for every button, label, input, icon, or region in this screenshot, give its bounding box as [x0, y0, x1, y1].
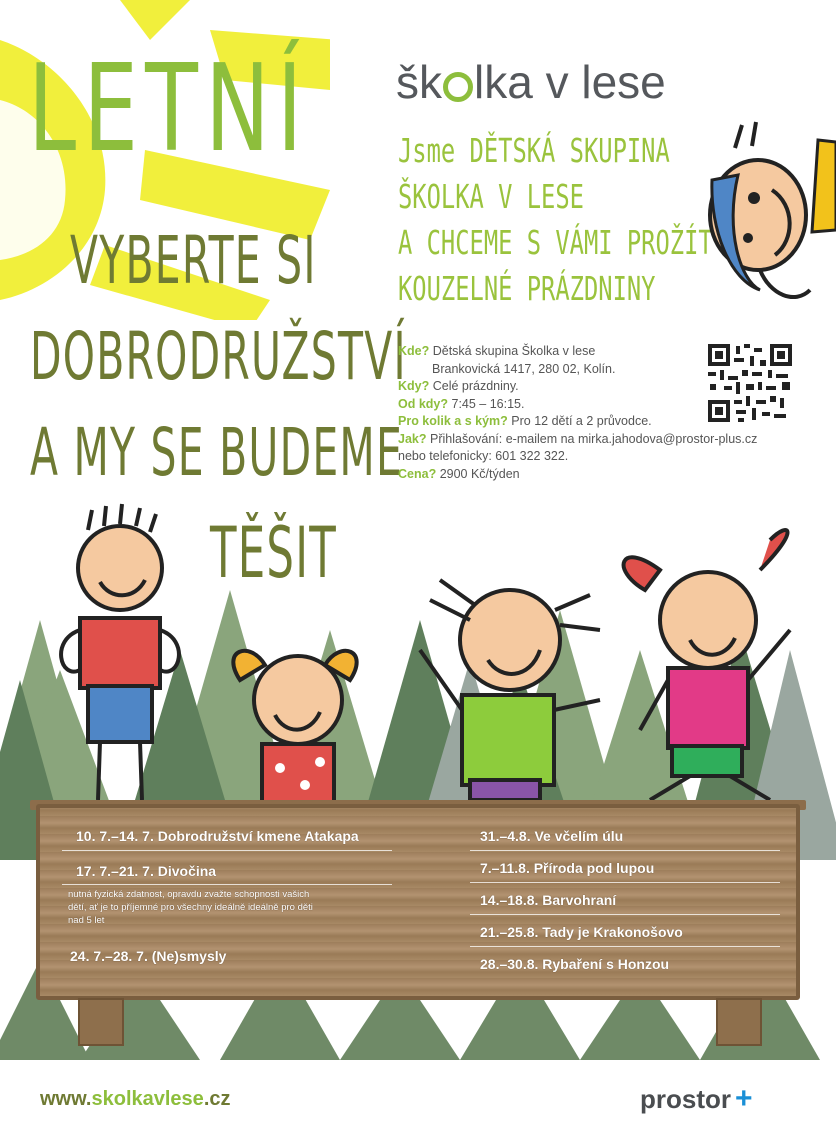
schedule-divider: [470, 946, 780, 947]
schedule-divider: [470, 850, 780, 851]
jak-value-2: nebo telefonicky: 601 322 322.: [398, 449, 569, 463]
schedule-divider: [62, 884, 392, 885]
cena-label: Cena?: [398, 466, 437, 481]
prokolik-label: Pro kolik a s kým?: [398, 414, 508, 428]
intro-line: Jsme DĚTSKÁ SKUPINA: [398, 131, 670, 170]
schedule-item: 7.–11.8. Příroda pod lupou: [480, 860, 655, 876]
jak-label: Jak?: [398, 431, 427, 446]
kde-label: Kde?: [398, 344, 430, 358]
schedule-item: 10. 7.–14. 7. Dobrodružství kmene Atakapa: [76, 828, 359, 844]
headline-line-4: TĚŠIT: [210, 512, 337, 594]
website-link[interactable]: [40, 1088, 231, 1111]
headline-title: LETNÍ: [28, 40, 310, 179]
schedule-item: 24. 7.–28. 7. (Ne)smysly: [70, 948, 227, 964]
logo-o-ring-icon: [443, 72, 473, 102]
logo-text-start: šk: [396, 56, 442, 108]
peeking-kid-illustration: [700, 120, 836, 320]
schedule-divider: [470, 882, 780, 883]
schedule-divider: [470, 914, 780, 915]
schedule-item: 17. 7.–21. 7. Divočina: [76, 863, 217, 879]
kdy-label: Kdy?: [398, 379, 430, 393]
prokolik-value: Pro 12 dětí a 2 průvodce.: [511, 414, 652, 428]
intro-line: A CHCEME S VÁMI PROŽÍT: [398, 223, 713, 262]
qr-code: [706, 342, 794, 424]
plus-icon: +: [735, 1082, 753, 1115]
schedule-note: nutná fyzická zdatnost, opravdu zvažte schopnosti vašich dětí, ať je to příjemné pro všechny ideálně ideálně pro děti nad 5 let: [68, 889, 313, 926]
schedule-item: 21.–25.8. Tady je Krakonošovo: [480, 924, 683, 940]
logo-text-end: lka v lese: [474, 56, 666, 108]
headline-line-2: DOBRODRUŽSTVÍ: [30, 318, 407, 395]
intro-line: ŠKOLKA V LESE: [398, 177, 584, 216]
skolka-logo: [396, 55, 666, 109]
schedule-divider: [62, 850, 392, 851]
cena-value: 2900 Kč/týden: [439, 466, 520, 481]
schedule-item: 14.–18.8. Barvohraní: [480, 892, 617, 908]
kde-value-2: Brankovická 1417, 280 02, Kolín.: [432, 361, 616, 376]
intro-text: [398, 128, 713, 312]
headline-line-3: A MY SE BUDEME: [30, 414, 404, 491]
odkdy-value: 7:45 – 16:15.: [451, 396, 525, 411]
sign-right-leg: [716, 998, 762, 1046]
schedule-item: 31.–4.8. Ve včelím úlu: [480, 828, 624, 844]
url-domain: skolkavlese: [91, 1088, 204, 1110]
url-prefix: www.: [40, 1088, 92, 1110]
intro-line: KOUZELNÉ PRÁZDNINY: [398, 269, 656, 308]
headline-line-1: VYBERTE SI: [70, 222, 317, 299]
kdy-value: Celé prázdniny.: [432, 379, 519, 393]
prostor-logo-text: prostor: [640, 1084, 731, 1114]
kde-value: Dětská skupina Školka v lese: [432, 344, 596, 358]
odkdy-label: Od kdy?: [398, 396, 449, 411]
prostor-logo: [640, 1082, 753, 1116]
jak-value: Přihlašování: e-mailem na mirka.jahodova@prostor-plus.cz: [429, 431, 758, 446]
info-block: [398, 343, 757, 483]
schedule-item: 28.–30.8. Rybaření s Honzou: [480, 956, 670, 972]
sign-left-leg: [78, 998, 124, 1046]
url-suffix: .cz: [203, 1088, 231, 1110]
